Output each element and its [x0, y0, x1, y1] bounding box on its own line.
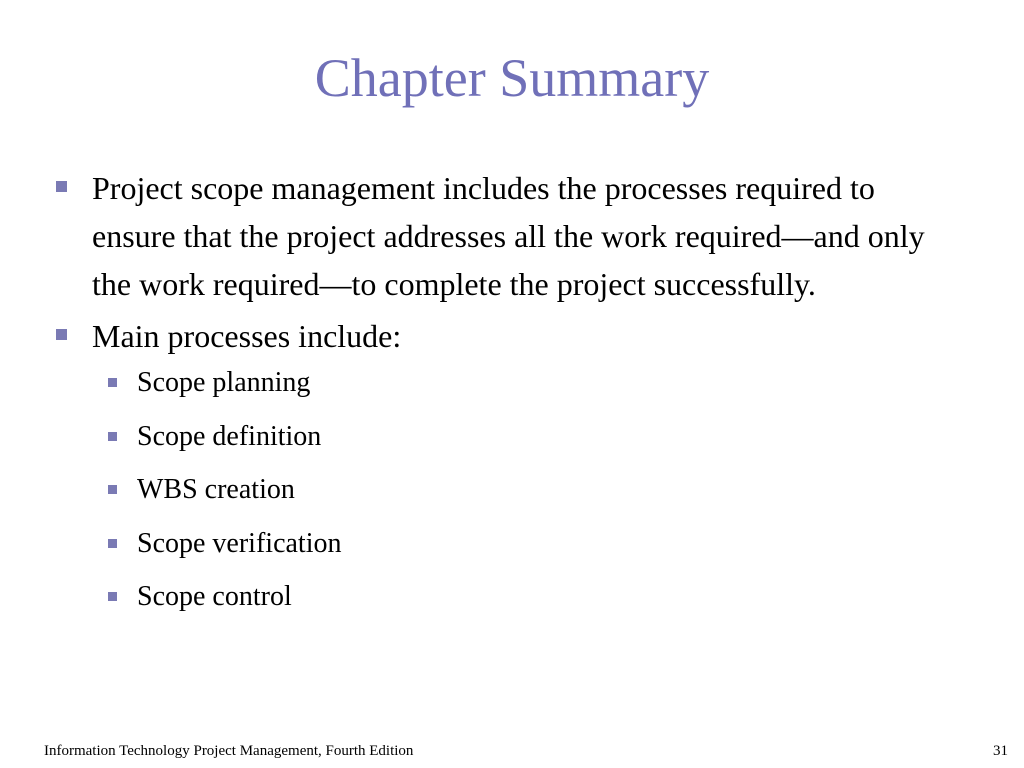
sub-bullet-text: Scope definition	[137, 420, 322, 452]
bullet-text: Project scope management includes the processes required to ensure that the project addresses all the work required—and only the work required—to complete the project successfully.	[92, 170, 925, 302]
slide-body	[54, 164, 954, 632]
footer-source: Information Technology Project Management, Fourth Edition	[44, 743, 414, 759]
bullet-point	[54, 164, 954, 308]
slide-title: Chapter Summary	[314, 48, 710, 108]
sub-bullet-point	[54, 578, 954, 616]
square-bullet-icon	[108, 592, 117, 601]
bullet-text: Main processes include:	[92, 318, 402, 354]
square-bullet-icon	[108, 485, 117, 494]
square-bullet-icon	[56, 181, 67, 192]
square-bullet-icon	[108, 432, 117, 441]
sub-bullet-text: Scope verification	[137, 527, 342, 559]
page-number: 31	[993, 743, 1008, 759]
sub-bullet-text: Scope planning	[137, 367, 311, 398]
sub-bullet-point	[54, 418, 954, 456]
square-bullet-icon	[56, 329, 67, 340]
sub-bullet-point	[54, 364, 954, 402]
bullet-point	[54, 312, 954, 360]
sub-bullet-list	[54, 364, 954, 616]
square-bullet-icon	[108, 378, 117, 387]
sub-bullet-point	[54, 471, 954, 509]
sub-bullet-point	[54, 525, 954, 563]
sub-bullet-text: WBS creation	[137, 474, 295, 505]
sub-bullet-text: Scope control	[137, 581, 292, 612]
square-bullet-icon	[108, 539, 117, 548]
